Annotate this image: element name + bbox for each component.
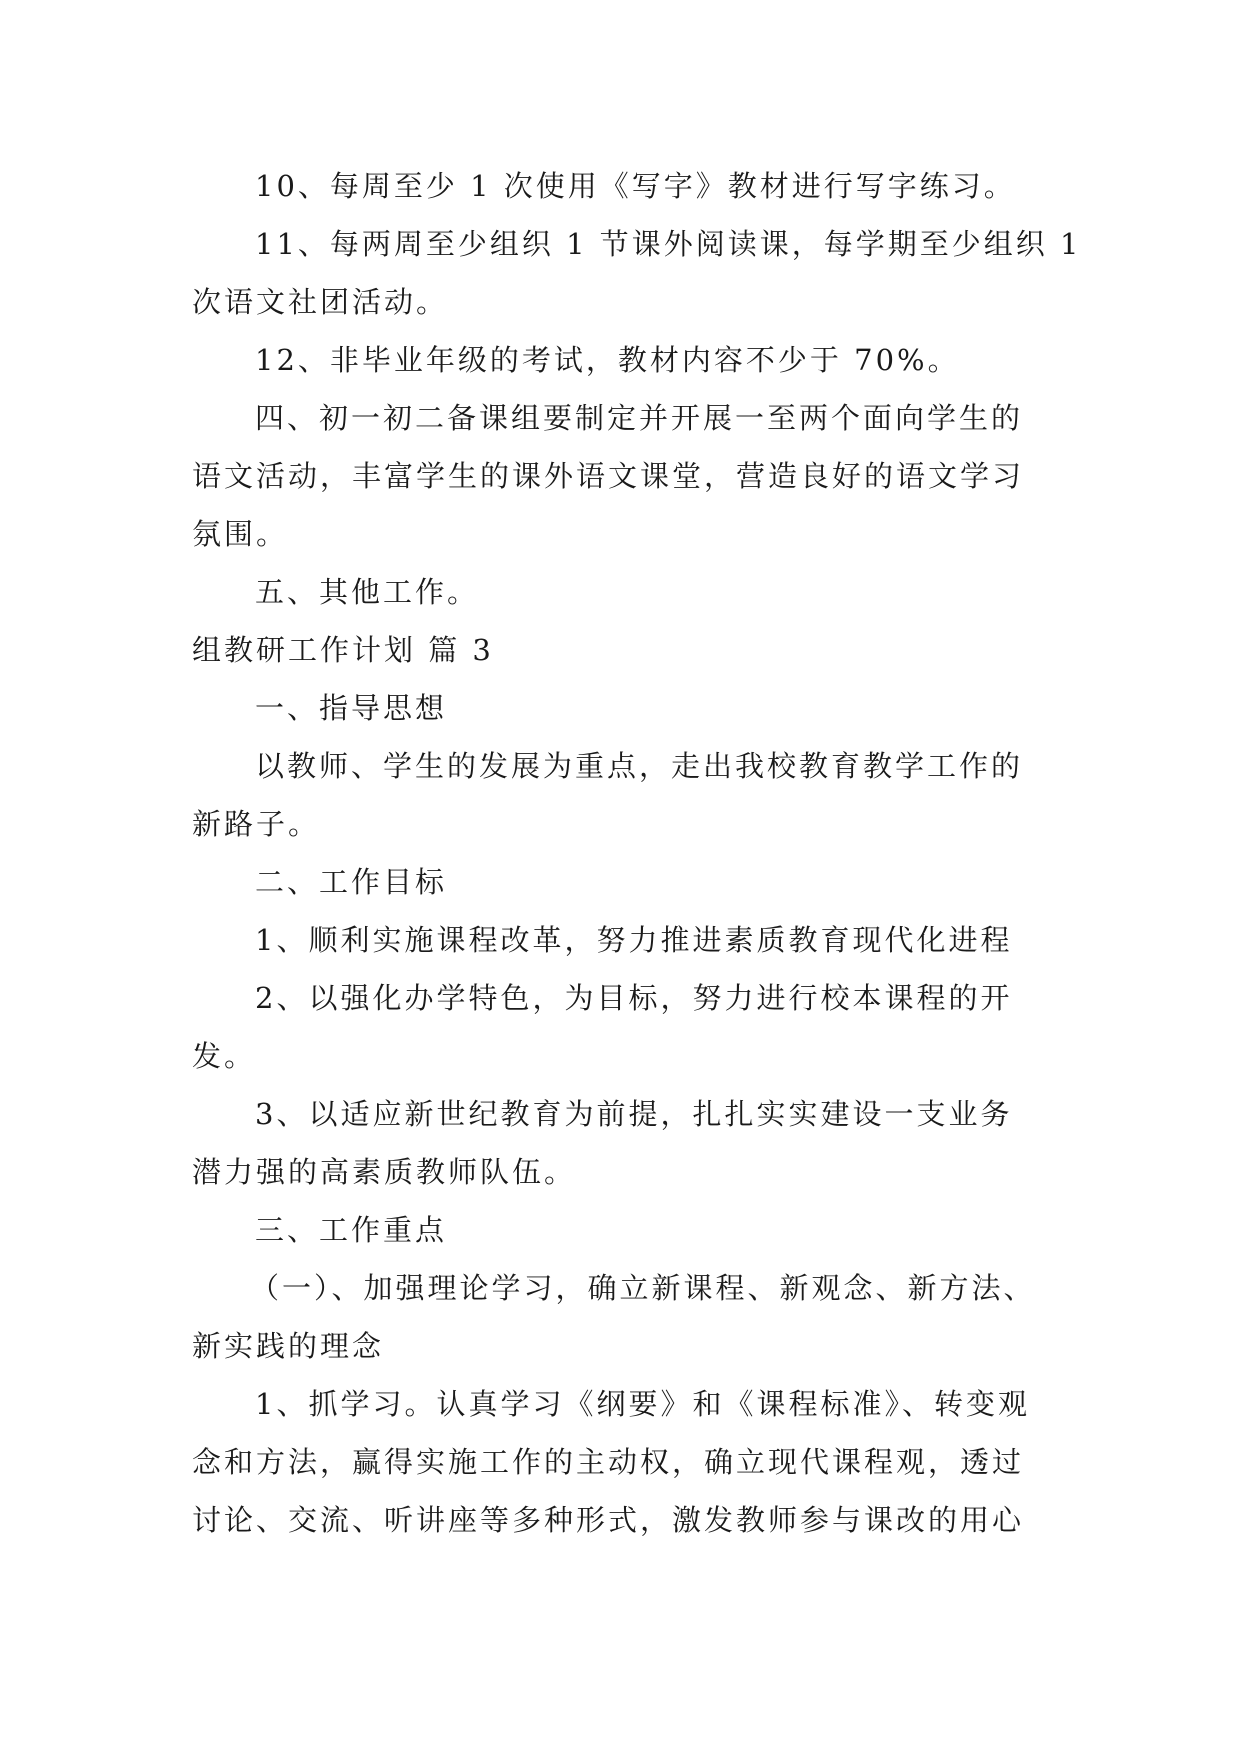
paragraph-line: 3、以适应新世纪教育为前提，扎扎实实建设一支业务 <box>255 1097 1013 1131</box>
paragraph-line: 以教师、学生的发展为重点，走出我校教育教学工作的 <box>255 749 1024 783</box>
paragraph-line: 氛围。 <box>192 517 289 551</box>
paragraph-line: 1、抓学习。认真学习《纲要》和《课程标准》、转变观 <box>255 1387 1030 1421</box>
paragraph-line: （一）、加强理论学习，确立新课程、新观念、新方法、 <box>250 1271 1036 1305</box>
paragraph-line: 讨论、交流、听讲座等多种形式，激发教师参与课改的用心 <box>192 1503 1025 1537</box>
paragraph-line: 发。 <box>192 1039 257 1073</box>
section-heading: 组教研工作计划 篇 3 <box>192 633 494 667</box>
paragraph-line: 新实践的理念 <box>192 1329 385 1363</box>
paragraph-line: 语文活动，丰富学生的课外语文课堂，营造良好的语文学习 <box>192 459 1025 493</box>
paragraph-line: 次语文社团活动。 <box>192 285 449 319</box>
paragraph-line: 11、每两周至少组织 1 节课外阅读课，每学期至少组织 1 <box>255 227 1082 261</box>
subsection-heading: 一、指导思想 <box>255 691 448 725</box>
paragraph-line: 念和方法，赢得实施工作的主动权，确立现代课程观，透过 <box>192 1445 1025 1479</box>
subsection-heading: 三、工作重点 <box>255 1213 448 1247</box>
paragraph-line: 2、以强化办学特色，为目标，努力进行校本课程的开 <box>255 981 1013 1015</box>
paragraph-line: 12、非毕业年级的考试，教材内容不少于 70%。 <box>255 343 960 377</box>
paragraph-line: 1、顺利实施课程改革，努力推进素质教育现代化进程 <box>255 923 1013 957</box>
paragraph-line: 五、其他工作。 <box>255 575 480 609</box>
paragraph-line: 10、每周至少 1 次使用《写字》教材进行写字练习。 <box>255 169 1016 203</box>
subsection-heading: 二、工作目标 <box>255 865 448 899</box>
paragraph-line: 潜力强的高素质教师队伍。 <box>192 1155 577 1189</box>
paragraph-line: 四、初一初二备课组要制定并开展一至两个面向学生的 <box>255 401 1024 435</box>
paragraph-line: 新路子。 <box>192 807 321 841</box>
